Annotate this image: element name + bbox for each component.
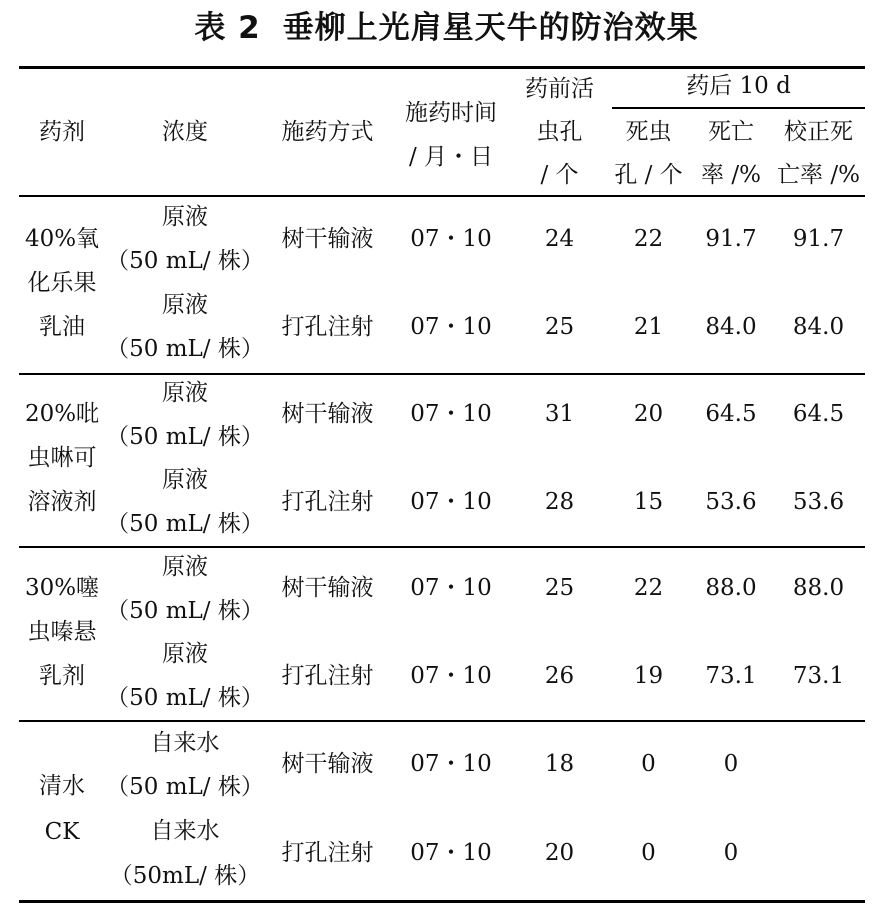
- agent-line: 溶液剂: [27, 489, 97, 515]
- mortality-cell: 0: [723, 840, 739, 866]
- table-caption: 垂柳上光肩星天牛的防治效果: [282, 10, 699, 46]
- mortality-cell: 64.5: [705, 401, 757, 427]
- method-cell: 打孔注射: [281, 314, 374, 340]
- header-time-line1: 施药时间: [405, 100, 497, 126]
- dead-holes-cell: 21: [633, 314, 664, 340]
- concentration-line2: （50mL/ 株）: [109, 863, 261, 889]
- time-cell: 07・10: [410, 751, 492, 777]
- live-holes-cell: 26: [544, 663, 575, 689]
- agent-line: 30%噻: [24, 575, 100, 601]
- time-cell: 07・10: [410, 489, 492, 515]
- time-cell: 07・10: [410, 575, 492, 601]
- corrected-mortality-cell: 73.1: [792, 663, 845, 689]
- time-cell: 07・10: [410, 663, 492, 689]
- agent-line: 化乐果: [27, 270, 97, 296]
- mortality-cell: 73.1: [705, 663, 757, 689]
- agent-line: 乳油: [39, 314, 85, 340]
- time-cell: 07・10: [410, 314, 492, 340]
- corrected-mortality-cell: 88.0: [792, 575, 845, 601]
- corrected-mortality-cell: 64.5: [792, 401, 845, 427]
- bottom-rule: [19, 900, 865, 903]
- concentration-line2: （50 mL/ 株）: [106, 511, 264, 537]
- concentration-line1: 原液: [162, 554, 208, 580]
- table-title: [0, 6, 893, 50]
- method-cell: 树干输液: [281, 575, 374, 601]
- table-number: 表 2: [194, 10, 261, 46]
- concentration-line1: 原液: [162, 641, 208, 667]
- header-live-line2: 虫孔: [536, 119, 583, 145]
- corrected-mortality-cell: 91.7: [792, 226, 845, 252]
- method-cell: 打孔注射: [281, 840, 374, 866]
- header-mortality-line2: 率 /%: [701, 162, 761, 188]
- live-holes-cell: 25: [544, 575, 575, 601]
- concentration-line2: （50 mL/ 株）: [106, 424, 264, 450]
- method-cell: 打孔注射: [281, 489, 374, 515]
- agent-line: 40%氧: [24, 226, 100, 252]
- dead-holes-cell: 0: [641, 751, 656, 777]
- agent-line: CK: [44, 819, 80, 845]
- corrected-mortality-cell: 53.6: [792, 489, 845, 515]
- concentration-line1: 原液: [162, 292, 208, 318]
- method-cell: 树干输液: [281, 401, 374, 427]
- header-corrected-line2: 亡率 /%: [777, 162, 860, 188]
- concentration-line1: 原液: [162, 467, 208, 493]
- dead-holes-cell: 19: [633, 663, 664, 689]
- concentration-line1: 自来水: [150, 730, 220, 756]
- method-cell: 树干输液: [281, 226, 374, 252]
- method-cell: 打孔注射: [281, 663, 374, 689]
- method-cell: 树干输液: [281, 751, 374, 777]
- mortality-cell: 0: [723, 751, 739, 777]
- dead-holes-cell: 0: [641, 840, 656, 866]
- live-holes-cell: 25: [544, 314, 575, 340]
- mortality-cell: 91.7: [705, 226, 757, 252]
- header-method: 施药方式: [281, 119, 374, 145]
- header-agent: 药剂: [39, 119, 85, 145]
- header-time-line2: / 月・日: [408, 144, 494, 170]
- concentration-line2: （50 mL/ 株）: [106, 598, 264, 624]
- agent-line: 虫嗪悬: [27, 619, 97, 645]
- concentration-line2: （50 mL/ 株）: [106, 336, 264, 362]
- mortality-cell: 53.6: [705, 489, 757, 515]
- header-mortality-line1: 死亡: [708, 119, 754, 145]
- dead-holes-cell: 22: [633, 575, 664, 601]
- agent-line: 虫啉可: [27, 445, 97, 471]
- header-after-group: 药后 10 d: [686, 73, 791, 99]
- dead-holes-cell: 22: [633, 226, 664, 252]
- live-holes-cell: 24: [544, 226, 575, 252]
- concentration-line1: 自来水: [150, 818, 220, 844]
- live-holes-cell: 18: [544, 751, 575, 777]
- corrected-mortality-cell: 84.0: [792, 314, 845, 340]
- concentration-line2: （50 mL/ 株）: [106, 685, 264, 711]
- dead-holes-cell: 15: [633, 489, 664, 515]
- agent-line: 20%吡: [24, 401, 100, 427]
- agent-line: 清水: [39, 773, 85, 799]
- mortality-cell: 84.0: [705, 314, 757, 340]
- time-cell: 07・10: [410, 226, 492, 252]
- live-holes-cell: 28: [544, 489, 575, 515]
- time-cell: 07・10: [410, 840, 492, 866]
- dead-holes-cell: 20: [633, 401, 664, 427]
- header-concentration: 浓度: [162, 119, 208, 145]
- live-holes-cell: 31: [544, 401, 575, 427]
- concentration-line2: （50 mL/ 株）: [106, 774, 264, 800]
- header-corrected-line1: 校正死: [784, 119, 853, 145]
- header-dead-line1: 死虫: [625, 119, 672, 145]
- live-holes-cell: 20: [544, 840, 575, 866]
- concentration-line2: （50 mL/ 株）: [106, 248, 264, 274]
- concentration-line1: 原液: [162, 380, 208, 406]
- header-live-line1: 药前活: [525, 76, 594, 102]
- agent-line: 乳剂: [39, 663, 85, 689]
- header-live-line3: / 个: [540, 162, 579, 188]
- mortality-cell: 88.0: [705, 575, 757, 601]
- header-dead-line2: 孔 / 个: [614, 162, 683, 188]
- concentration-line1: 原液: [162, 204, 208, 230]
- time-cell: 07・10: [410, 401, 492, 427]
